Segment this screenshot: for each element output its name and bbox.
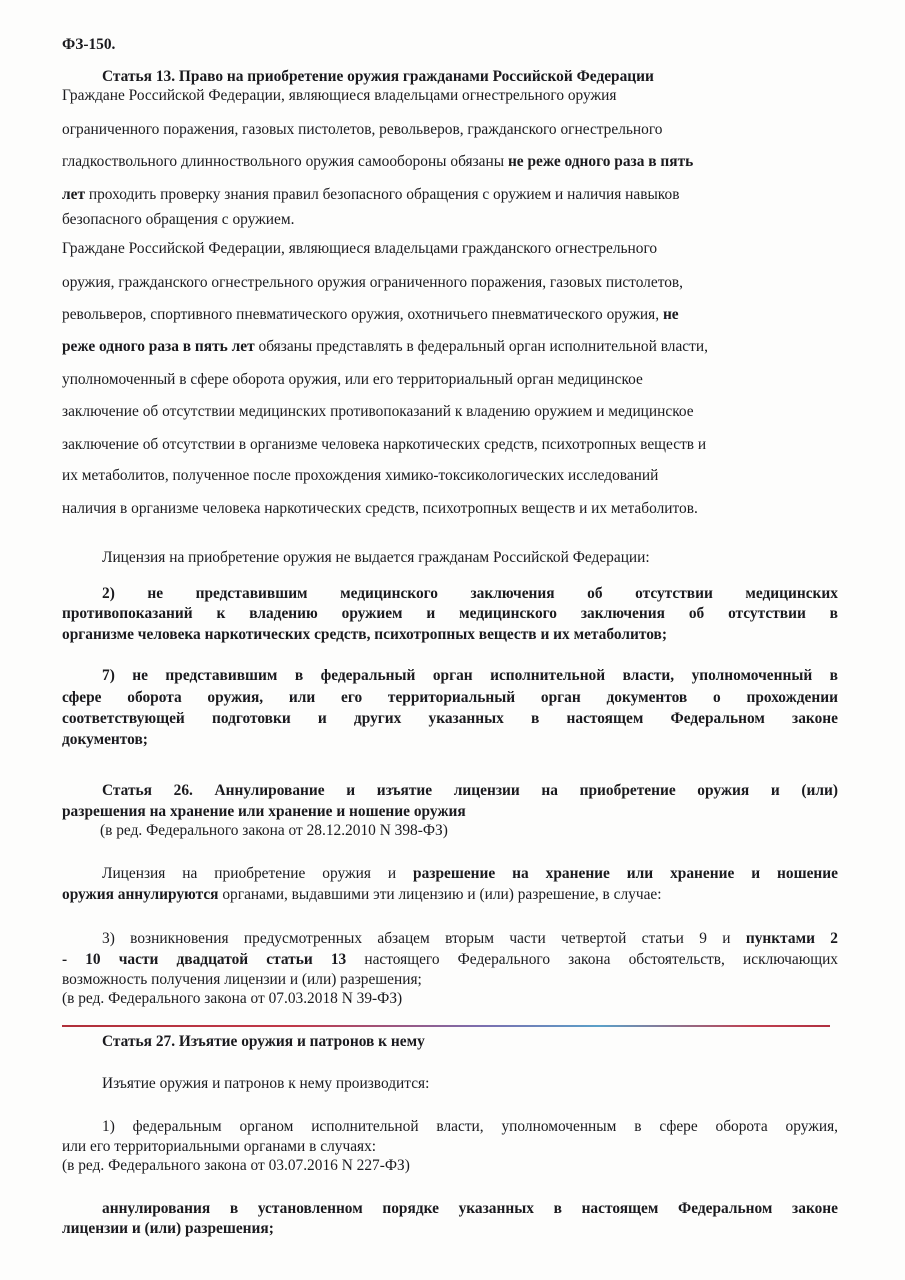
article26-edition: (в ред. Федерального закона от 28.12.2010 N 398-ФЗ) <box>100 822 448 839</box>
text-bold: не реже одного раза в пять <box>507 153 694 170</box>
text-normal: обязаны представлять в федеральный орган исполнительной власти, <box>254 338 708 355</box>
license-intro: Лицензия на приобретение оружия не выдается гражданам Российской Федерации: <box>102 549 650 566</box>
law-number: ФЗ-150. <box>62 36 116 53</box>
text-bold: пунктами 2 <box>745 930 838 947</box>
article27-edition: (в ред. Федерального закона от 03.07.2016 N 227-ФЗ) <box>62 1157 410 1174</box>
article27-annul-line: аннулирования в установленном порядке указанных в настоящем Федеральном законе <box>102 1200 838 1217</box>
text-normal: гладкоствольного длинноствольного оружия самообороны обязаны <box>62 153 508 170</box>
article13-p2-line <box>62 338 708 356</box>
text-bold: не <box>662 306 679 323</box>
article13-p2-line: наличия в организме человека наркотических средств, психотропных веществ и их метаболитов. <box>62 500 698 517</box>
article13-p1-line: ограниченного поражения, газовых пистолетов, револьверов, гражданского огнестрельного <box>62 121 663 138</box>
article13-p1-line: Граждане Российской Федерации, являющиеся владельцами огнестрельного оружия <box>62 87 617 104</box>
article26-title: разрешения на хранение или хранение и ношение оружия <box>62 803 466 820</box>
article13-title: Статья 13. Право на приобретение оружия гражданами Российской Федерации <box>102 68 654 85</box>
section-divider <box>62 1025 830 1027</box>
article27-annul-line: лицензии и (или) разрешения; <box>62 1220 274 1237</box>
item7-line: соответствующей подготовки и других указанных в настоящем Федеральном законе <box>62 710 838 727</box>
article26-p1-line <box>62 865 838 883</box>
article26-edition2: (в ред. Федерального закона от 07.03.2018 N 39-ФЗ) <box>62 990 403 1007</box>
article13-p2-line <box>62 306 679 324</box>
article13-p1-line <box>62 153 693 171</box>
text-normal: органами, выдавшими эти лицензию и (или) разрешение, в случае: <box>218 886 662 903</box>
article13-p2-line: их метаболитов, полученное после прохождения химико-токсикологических исследований <box>62 467 659 484</box>
item7-line: документов; <box>62 731 148 748</box>
article27-title: Статья 27. Изъятие оружия и патронов к нему <box>102 1033 425 1050</box>
text-bold: оружия аннулируются <box>62 886 219 903</box>
item2-line: 2) не представившим медицинского заключения об отсутствии медицинских <box>102 585 838 602</box>
article13-p1-line: безопасного обращения с оружием. <box>62 211 295 228</box>
article13-p2-line: Граждане Российской Федерации, являющиеся владельцами гражданского огнестрельного <box>62 240 658 257</box>
item7-line: 7) не представившим в федеральный орган исполнительной власти, уполномоченный в <box>102 667 838 684</box>
article13-p1-line <box>62 186 679 204</box>
item7-line: сфере оборота оружия, или его территориальный орган документов о прохождении <box>62 689 838 706</box>
article26-item3-line <box>62 930 838 948</box>
text-normal: настоящего Федерального закона обстоятельств, исключающих <box>346 951 838 968</box>
article26-item3-line <box>62 951 838 969</box>
article13-p2-line: заключение об отсутствии медицинских противопоказаний к владению оружием и медицинское <box>62 403 694 420</box>
article13-p2-line: заключение об отсутствии в организме человека наркотических средств, психотропных веществ и <box>62 436 707 453</box>
article26-item3-line: возможность получения лицензии и (или) разрешения; <box>62 971 422 988</box>
article26-title: Статья 26. Аннулирование и изъятие лицензии на приобретение оружия и (или) <box>102 782 838 799</box>
article13-p2-line: оружия, гражданского огнестрельного оружия ограниченного поражения, газовых пистолетов, <box>62 274 684 291</box>
item2-line: организме человека наркотических средств, психотропных веществ и их метаболитов; <box>62 626 667 643</box>
item2-line: противопоказаний к владению оружием и медицинского заключения об отсутствии в <box>62 605 838 622</box>
article27-item1-line: 1) федеральным органом исполнительной власти, уполномоченным в сфере оборота оружия, <box>102 1118 838 1135</box>
text-normal: 3) возникновения предусмотренных абзацем вторым части четвертой статьи 9 и <box>102 930 746 947</box>
article13-p2-line: уполномоченный в сфере оборота оружия, или его территориальный орган медицинское <box>62 371 643 388</box>
text-bold: реже одного раза в пять лет <box>62 338 255 355</box>
text-bold: разрешение на хранение или хранение и ношение <box>413 865 838 882</box>
text-bold: - 10 части двадцатой статьи 13 <box>62 951 347 968</box>
text-normal: Лицензия на приобретение оружия и <box>102 865 414 882</box>
article27-intro: Изъятие оружия и патронов к нему производится: <box>102 1075 430 1092</box>
article27-item1-line: или его территориальными органами в случаях: <box>62 1138 377 1155</box>
article26-p1-line <box>62 886 662 904</box>
text-normal: револьверов, спортивного пневматического оружия, охотничьего пневматического оружия, <box>62 306 663 323</box>
text-normal: проходить проверку знания правил безопасного обращения с оружием и наличия навыков <box>85 186 680 203</box>
text-bold: лет <box>62 186 86 203</box>
